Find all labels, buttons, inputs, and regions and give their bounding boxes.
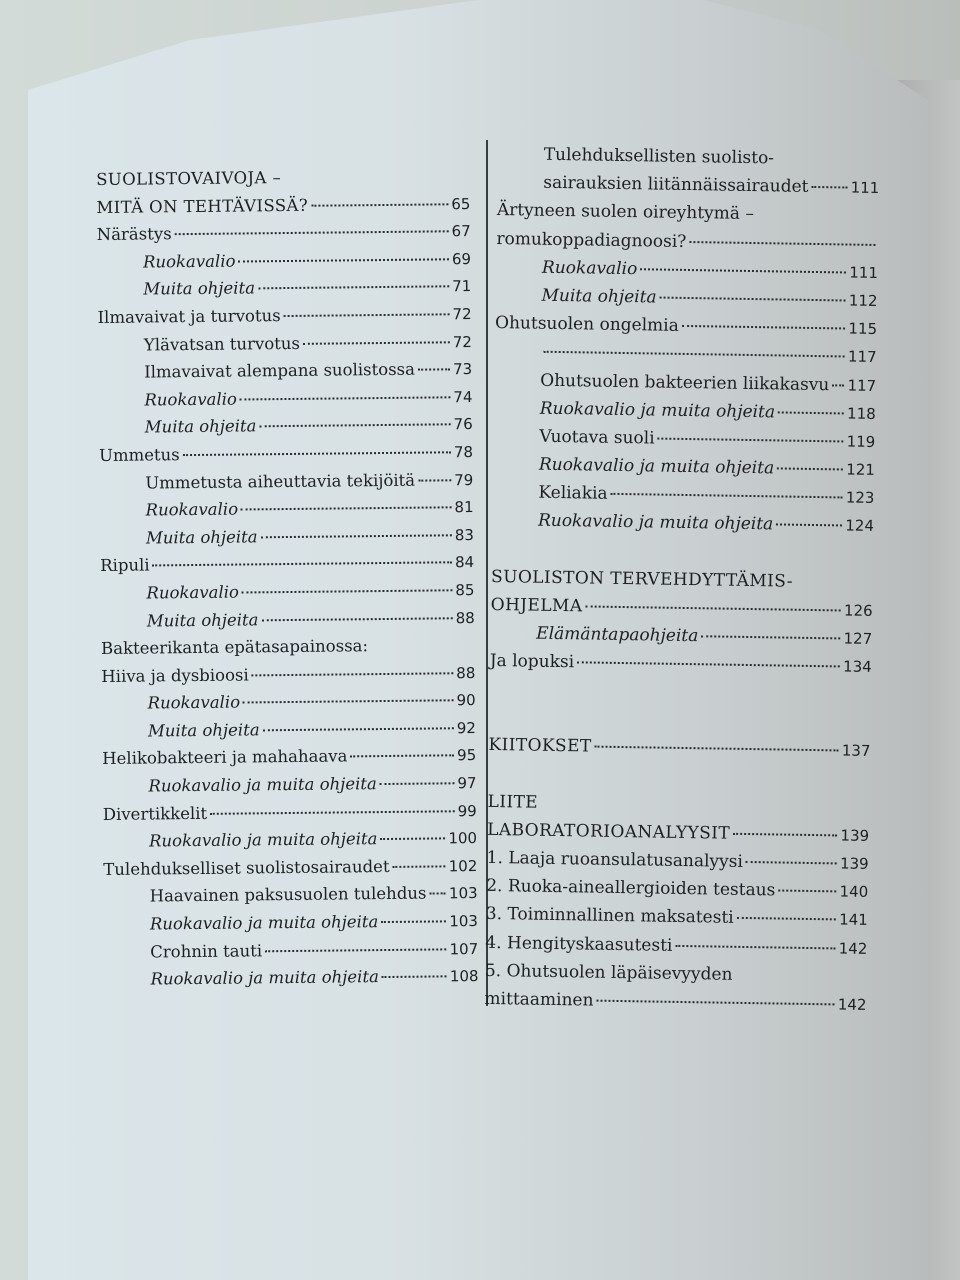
toc-entry-title: Bakteerikanta epätasapainossa:	[100, 636, 369, 659]
toc-page-number: 69	[451, 249, 472, 269]
dot-leader	[585, 604, 841, 611]
toc-entry-title: LIITE	[487, 791, 539, 813]
toc-entry	[97, 217, 471, 249]
toc-page-number: 83	[454, 525, 474, 544]
toc-entry-title: Ummetusta aiheuttavia tekijöitä	[145, 470, 416, 493]
dot-leader	[311, 202, 448, 206]
toc-entry-title: Ruokavalio ja muita ohjeita	[539, 398, 776, 423]
toc-entry	[102, 742, 476, 774]
toc-entry	[103, 824, 477, 856]
toc-entry	[103, 852, 477, 884]
toc-entry	[99, 466, 473, 498]
toc-page-number: 112	[848, 291, 878, 310]
dot-leader	[261, 616, 452, 621]
dot-leader	[382, 975, 447, 979]
dot-leader	[210, 809, 455, 815]
toc-entry-title: Ruokavalio ja muita ohjeita	[148, 774, 377, 796]
toc-page-number: 72	[452, 332, 472, 351]
toc-entry	[488, 731, 870, 765]
dot-leader	[381, 919, 446, 923]
toc-entry	[101, 659, 475, 691]
toc-entry	[484, 985, 866, 1019]
toc-entry-title: Muita ohjeita	[143, 278, 256, 299]
toc-page-number: 134	[842, 657, 872, 677]
dot-leader	[735, 975, 863, 978]
toc-entry	[101, 604, 475, 636]
toc-entry-title: Ruokavalio	[146, 582, 240, 603]
dot-leader	[541, 802, 867, 808]
toc-entry-title: Ruokavalio ja muita ohjeita	[150, 967, 379, 989]
toc-page-number: 103	[448, 884, 478, 903]
toc-entry-title: Elämäntapaohjeita	[536, 623, 699, 647]
dot-leader	[611, 492, 843, 499]
dot-leader	[259, 423, 450, 428]
toc-page-number: 73	[452, 360, 473, 379]
dot-leader	[252, 671, 454, 676]
toc-right-column	[484, 140, 880, 1019]
dot-leader	[243, 699, 453, 704]
dot-leader	[429, 892, 446, 895]
toc-entry-title: OHJELMA	[490, 594, 583, 617]
toc-page-number: 111	[849, 263, 879, 282]
toc-entry-title: romukoppadiagnoosi?	[496, 228, 687, 252]
dot-leader	[811, 185, 847, 189]
toc-page-number: 79	[454, 470, 474, 489]
toc-entry-title: Ruokavalio	[541, 257, 638, 279]
toc-page-number: 111	[850, 178, 880, 198]
dot-leader	[350, 754, 454, 758]
toc-page-number: 123	[845, 488, 875, 508]
toc-entry-title: SUOLISTON TERVEHDYTTÄMIS-	[490, 566, 794, 592]
toc-entry	[97, 300, 471, 332]
dot-leader	[183, 450, 451, 456]
toc-entry	[99, 438, 473, 470]
dot-leader	[746, 860, 837, 864]
toc-section-healing-program	[490, 563, 874, 682]
toc-page-number: 84	[454, 553, 475, 572]
toc-entry-title: Crohnin tauti	[150, 940, 263, 962]
toc-entry-title: Ylävatsan turvotus	[143, 333, 301, 355]
toc-page-number: 85	[455, 580, 475, 600]
dot-leader	[577, 660, 840, 667]
toc-entry-title: sairauksien liitännäissairaudet	[543, 172, 809, 198]
toc-page-number: 127	[843, 629, 873, 648]
dot-leader	[175, 229, 449, 235]
toc-entry-title: Närästys	[96, 224, 172, 245]
toc-page-number: 95	[457, 746, 477, 765]
toc-entry	[97, 245, 471, 277]
dot-leader	[737, 916, 837, 921]
dot-leader	[757, 214, 876, 217]
dot-leader	[371, 645, 472, 647]
dot-leader	[596, 999, 834, 1006]
dot-leader	[675, 943, 835, 949]
dot-leader	[658, 436, 844, 442]
toc-entry	[490, 647, 872, 681]
toc-entry-title: 4. Hengityskaasutesti	[485, 932, 673, 956]
toc-page-number: 99	[457, 801, 477, 820]
dot-leader	[242, 588, 452, 593]
toc-entry-title: Ruokavalio	[147, 692, 241, 713]
dot-leader	[777, 158, 877, 161]
toc-page-number: 88	[456, 663, 476, 682]
dot-leader	[284, 176, 467, 179]
dot-leader	[778, 410, 844, 414]
dot-leader	[682, 324, 846, 330]
toc-entry	[102, 714, 476, 746]
toc-entry-title: Keliakia	[538, 482, 608, 505]
dot-leader	[284, 312, 450, 317]
toc-page-number: 81	[454, 498, 474, 517]
toc-entry-title: Muita ohjeita	[145, 527, 258, 548]
toc-page-number: 126	[843, 601, 873, 620]
dot-leader	[238, 257, 448, 262]
toc-entry	[495, 309, 877, 343]
dot-leader	[263, 726, 454, 731]
dot-leader	[640, 267, 846, 273]
toc-page-number: 76	[453, 415, 473, 434]
toc-page-number: 72	[452, 305, 472, 324]
toc-entry	[100, 576, 474, 608]
dot-leader	[380, 837, 445, 841]
toc-page-number: 74	[453, 387, 473, 407]
toc-page-number: 115	[848, 319, 878, 339]
toc-entry-title: Ripuli	[100, 555, 150, 576]
toc-entry	[104, 962, 478, 994]
toc-page-number: 67	[451, 222, 471, 241]
toc-entry-title: 2. Ruoka-aineallergioiden testaus	[486, 876, 776, 901]
toc-page-number: 117	[847, 347, 877, 367]
toc-entry-title: Tulehduksellisten suolisto-	[543, 144, 775, 169]
dot-leader	[240, 395, 450, 400]
toc-entry-title: Muita ohjeita	[144, 416, 257, 437]
toc-entry-title: Ummetus	[98, 445, 180, 465]
toc-entry	[98, 328, 472, 360]
toc-entry-title: Ruokavalio ja muita ohjeita	[538, 454, 775, 479]
toc-entry-title: Ilmavaivat ja turvotus	[97, 306, 281, 327]
toc-entry-title: Vuotava suoli	[539, 426, 655, 449]
toc-entry-title: Ruokavalio ja muita ohjeita	[537, 511, 774, 535]
dot-leader	[153, 561, 452, 567]
dot-leader	[241, 505, 451, 510]
dot-leader	[776, 523, 842, 527]
toc-entry	[98, 355, 472, 387]
toc-page-number: 117	[847, 376, 877, 395]
dot-leader	[778, 889, 836, 893]
toc-entry	[96, 190, 470, 222]
toc-entry	[104, 879, 478, 911]
dot-leader	[303, 340, 450, 345]
toc-entry	[98, 383, 472, 415]
dot-leader	[660, 295, 846, 301]
toc-entry-title: MITÄ ON TEHTÄVISSÄ?	[96, 195, 309, 217]
toc-entry	[101, 631, 475, 663]
toc-entry-title: Ilmavaivat alempana suolistossa	[144, 359, 416, 382]
toc-section-ibs-small-intestine	[492, 140, 880, 541]
toc-left-column	[96, 162, 479, 994]
toc-page-number: 121	[846, 460, 876, 480]
toc-entry-title: Haavainen paksusuolen tulehdus	[149, 884, 427, 906]
toc-entry-title: 1. Laaja ruoansulatusanalyysi	[486, 847, 744, 872]
toc-entry-title: Muita ohjeita	[147, 720, 260, 741]
dot-leader	[832, 383, 844, 386]
toc-page-number: 100	[448, 829, 478, 848]
toc-entry-title: Muita ohjeita	[146, 609, 259, 630]
toc-page-number: 97	[457, 774, 477, 793]
toc-page-number: 108	[449, 967, 479, 986]
toc-entry	[103, 797, 477, 829]
toc-page-number: 119	[846, 432, 876, 451]
toc-page-number: 78	[453, 443, 474, 462]
toc-entry	[99, 493, 473, 525]
dot-leader	[265, 947, 447, 952]
toc-entry	[99, 410, 473, 442]
dot-leader	[701, 634, 840, 639]
toc-entry-title: Ruokavalio ja muita ohjeita	[148, 829, 378, 851]
toc-entry-title: 3. Toiminnallinen maksatesti	[485, 904, 734, 929]
toc-page-number: 88	[455, 608, 475, 627]
toc-page-number: 137	[841, 741, 871, 761]
dot-leader	[733, 832, 837, 837]
toc-entry	[100, 548, 474, 580]
dot-leader	[689, 240, 875, 246]
toc-page-number: 102	[448, 856, 478, 876]
toc-section-acknowledgements	[488, 731, 870, 765]
toc-entry-title: Ruokavalio ja muita ohjeita	[149, 912, 379, 934]
toc-entry	[100, 521, 474, 553]
toc-page-number: 118	[846, 404, 876, 423]
toc-page-number: 103	[449, 912, 479, 931]
toc-entry	[96, 162, 470, 194]
toc-section-appendix	[484, 787, 869, 1018]
dot-leader	[380, 781, 455, 785]
toc-page-number: 124	[845, 516, 875, 536]
toc-entry-title: Ja lopuksi	[489, 651, 575, 673]
dot-leader	[595, 745, 839, 752]
toc-entry-title: SUOLISTOVAIVOJA –	[96, 168, 282, 189]
toc-entry-title: Muita ohjeita	[541, 285, 657, 308]
toc-entry-title: mittaaminen	[484, 988, 594, 1011]
toc-entry-title: Ruokavalio	[144, 389, 238, 410]
dot-leader	[544, 350, 845, 358]
toc-page-number: 142	[838, 938, 868, 958]
toc-entry	[97, 272, 471, 304]
toc-page-number: 139	[840, 826, 870, 845]
toc-page-number: 140	[839, 882, 869, 902]
toc-page-number: 107	[449, 939, 479, 958]
toc-page-number: 90	[456, 691, 476, 710]
toc-entry-title: 5. Ohutsuolen läpäisevyyden	[484, 960, 733, 985]
toc-page-number: 71	[452, 277, 472, 296]
toc-entry	[492, 506, 874, 540]
dot-leader	[418, 478, 451, 481]
toc-entry	[104, 907, 478, 939]
toc-page-number: 65	[451, 194, 471, 213]
dot-leader	[418, 367, 450, 370]
dot-leader	[258, 285, 449, 290]
toc-entry-title: Ärtyneen suolen oireyhtymä –	[496, 200, 755, 225]
toc-page-number: 139	[839, 854, 869, 873]
toc-entry-title: Ohutsuolen ongelmia	[494, 313, 679, 336]
toc-entry-title: Ruokavalio	[145, 499, 239, 520]
toc-entry-title: Tulehdukselliset suolistosairaudet	[103, 856, 390, 879]
toc-entry-title: KIITOKSET	[488, 735, 592, 757]
toc-entry-title: Helikobakteeri ja mahahaava	[102, 746, 348, 769]
toc-entry-title: Ruokavalio	[142, 251, 236, 272]
toc-page-number: 141	[839, 910, 868, 930]
toc-entry-title: Hiiva ja dysbioosi	[101, 665, 249, 686]
dot-leader	[796, 581, 870, 583]
toc-entry	[101, 686, 475, 718]
dot-leader	[393, 864, 446, 868]
dot-leader	[777, 466, 843, 470]
toc-entry	[104, 935, 478, 967]
dot-leader	[261, 533, 452, 538]
toc-entry	[102, 769, 476, 801]
toc-entry-title: Divertikkelit	[102, 803, 208, 824]
toc-entry-title: Ohutsuolen bakteerien liikakasvu	[540, 370, 830, 395]
toc-page-number: 92	[456, 718, 476, 738]
toc-entry-title: LABORATORIOANALYYSIT	[487, 819, 731, 844]
toc-page-number: 142	[837, 995, 867, 1014]
